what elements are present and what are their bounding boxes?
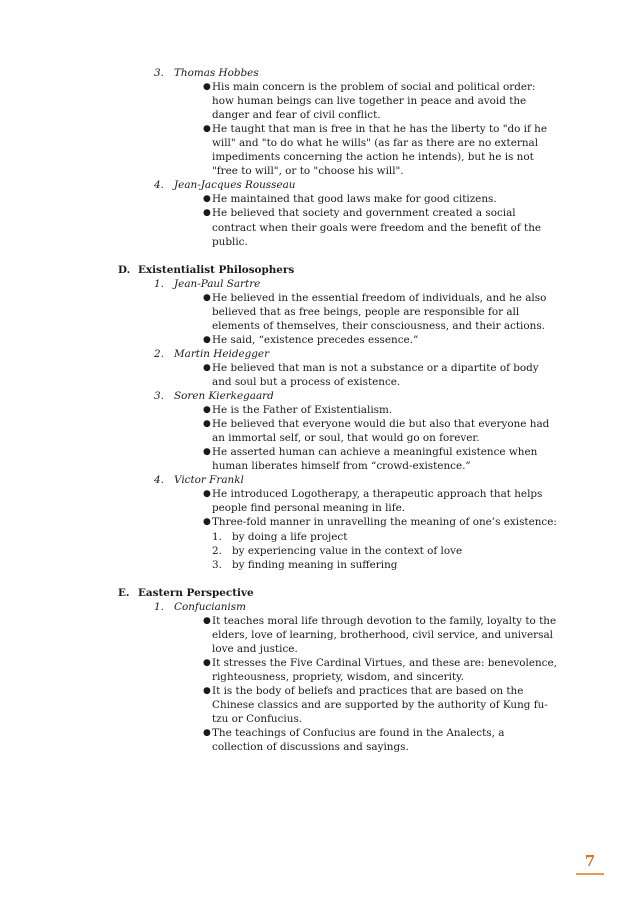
bullet-list — [118, 80, 558, 178]
bullet-icon: ● — [203, 685, 211, 696]
bullet-icon: ● — [203, 362, 211, 373]
philosopher-number: 1. — [154, 277, 164, 290]
section-heading — [118, 586, 558, 600]
bullet-icon: ● — [203, 405, 211, 416]
bullet-text: He maintained that good laws make for good citizens. — [212, 193, 497, 206]
philosopher-name: Soren Kierkegaard — [174, 390, 274, 403]
philosopher-number: 4. — [154, 179, 164, 192]
philosopher-name: Martin Heidegger — [174, 347, 270, 360]
list-item — [203, 656, 558, 684]
list-item — [203, 417, 558, 445]
bullet-text: He believed that society and government created a social contract when their goals were freedom and the benefit of the public. — [212, 207, 542, 248]
page-number: 7 — [584, 852, 596, 870]
list-item — [203, 361, 558, 389]
list-item — [203, 333, 558, 347]
bullet-text: He believed that everyone would die but also that everyone had an immortal self, or soul, that would go on forever. — [212, 418, 550, 445]
bullet-icon: ● — [203, 194, 211, 205]
philosopher-hobbes — [118, 66, 558, 178]
bullet-text: He is the Father of Existentialism. — [212, 404, 393, 417]
sublist-item — [212, 558, 558, 572]
sublist-number: 2. — [212, 544, 222, 557]
philosopher-heading — [118, 347, 558, 361]
list-item — [203, 726, 558, 754]
section-letter: E. — [118, 586, 130, 599]
philosopher-heading — [118, 389, 558, 403]
bullet-list — [118, 487, 558, 571]
list-item — [203, 684, 558, 726]
section-existentialist — [118, 263, 558, 572]
philosopher-heading — [118, 600, 558, 614]
list-item — [203, 487, 558, 515]
philosopher-name: Thomas Hobbes — [174, 67, 259, 79]
spacer — [118, 249, 558, 263]
bullet-icon: ● — [203, 615, 211, 626]
list-item — [203, 403, 558, 417]
philosopher-kierkegaard — [118, 389, 558, 473]
bullet-list — [118, 614, 558, 754]
sublist-text: by experiencing value in the context of love — [232, 544, 463, 557]
bullet-icon: ● — [203, 334, 211, 345]
bullet-list — [118, 291, 558, 347]
bullet-icon: ● — [203, 292, 211, 303]
bullet-icon: ● — [203, 447, 211, 458]
philosopher-number: 3. — [154, 67, 164, 79]
philosopher-number: 1. — [154, 600, 164, 613]
sublist-item — [212, 544, 558, 558]
bullet-icon: ● — [203, 82, 211, 93]
section-title: Existentialist Philosophers — [138, 263, 295, 276]
philosopher-number: 2. — [154, 347, 164, 360]
bullet-text: It teaches moral life through devotion to the family, loyalty to the elders, love of learning, brotherhood, civil service, and universal love and justice. — [212, 614, 557, 655]
list-item — [203, 80, 558, 122]
philosopher-rousseau — [118, 178, 558, 248]
philosopher-number: 4. — [154, 474, 164, 487]
philosopher-name: Jean-Paul Sartre — [174, 277, 261, 290]
philosopher-confucianism — [118, 600, 558, 755]
philosopher-heidegger — [118, 347, 558, 389]
list-item — [203, 445, 558, 473]
bullet-icon: ● — [203, 728, 211, 739]
philosopher-heading — [118, 473, 558, 487]
bullet-list — [118, 403, 558, 473]
bullet-icon: ● — [203, 419, 211, 430]
page-content — [118, 66, 558, 754]
bullet-text: It is the body of beliefs and practices that are based on the Chinese classics and are supported by the authority of Kung fu-tzu or Confucius. — [212, 684, 548, 726]
sublist-number: 1. — [212, 530, 222, 543]
section-heading — [118, 263, 558, 277]
list-item — [203, 291, 558, 333]
philosopher-frankl — [118, 473, 558, 571]
sublist-text: by finding meaning in suffering — [232, 558, 398, 571]
sublist-item — [212, 530, 558, 544]
bullet-text: He said, “existence precedes essence.” — [212, 333, 419, 346]
page-number-rule — [576, 873, 604, 875]
bullet-text: Three-fold manner in unravelling the meaning of one’s existence: — [212, 516, 557, 529]
numbered-sublist — [212, 530, 558, 572]
bullet-icon: ● — [203, 124, 211, 135]
sublist-number: 3. — [212, 558, 222, 571]
bullet-text: He introduced Logotherapy, a therapeutic approach that helps people find personal meaning in life. — [212, 488, 543, 515]
bullet-text: He believed in the essential freedom of individuals, and he also believed that as free beings, people are responsible for all elements of themselves, their consciousness, and their actions. — [212, 291, 547, 332]
philosopher-name: Jean-Jacques Rousseau — [174, 179, 296, 192]
list-item — [203, 515, 558, 571]
bullet-icon: ● — [203, 517, 211, 528]
bullet-list — [118, 192, 558, 248]
section-eastern — [118, 586, 558, 755]
bullet-text: He taught that man is free in that he has the liberty to "do if he will" and "to do what he wills" (as far as there are no external impediments concerning the action he intends), but he is not "free to will", or to "choose his will". — [212, 123, 547, 178]
philosopher-number: 3. — [154, 390, 164, 403]
bullet-text: He asserted human can achieve a meaningful existence when human liberates himself from “crowd-existence.” — [212, 446, 538, 473]
sublist-text: by doing a life project — [232, 530, 348, 543]
list-item — [203, 206, 558, 248]
philosopher-name: Confucianism — [174, 600, 246, 613]
bullet-icon: ● — [203, 208, 211, 219]
list-item — [203, 614, 558, 656]
philosopher-heading — [118, 277, 558, 291]
bullet-text: His main concern is the problem of social and political order: how human beings can live together in peace and avoid the danger and fear of civil conflict. — [212, 81, 536, 122]
bullet-text: The teachings of Confucius are found in the Analects, a collection of discussions and sayings. — [212, 727, 505, 754]
bullet-text: He believed that man is not a substance or a dipartite of body and soul but a process of existence. — [212, 361, 539, 388]
list-item — [203, 192, 558, 206]
continued-philosophers — [118, 66, 558, 249]
bullet-list — [118, 361, 558, 389]
spacer — [118, 572, 558, 586]
philosopher-name: Victor Frankl — [174, 474, 244, 487]
bullet-icon: ● — [203, 657, 211, 668]
bullet-text: It stresses the Five Cardinal Virtues, and these are: benevolence, righteousness, propriety, wisdom, and sincerity. — [212, 656, 557, 683]
section-letter: D. — [118, 263, 131, 276]
bullet-icon: ● — [203, 489, 211, 500]
section-title: Eastern Perspective — [138, 586, 254, 599]
list-item — [203, 122, 558, 178]
philosopher-sartre — [118, 277, 558, 347]
philosopher-heading — [118, 66, 558, 80]
philosopher-heading — [118, 178, 558, 192]
